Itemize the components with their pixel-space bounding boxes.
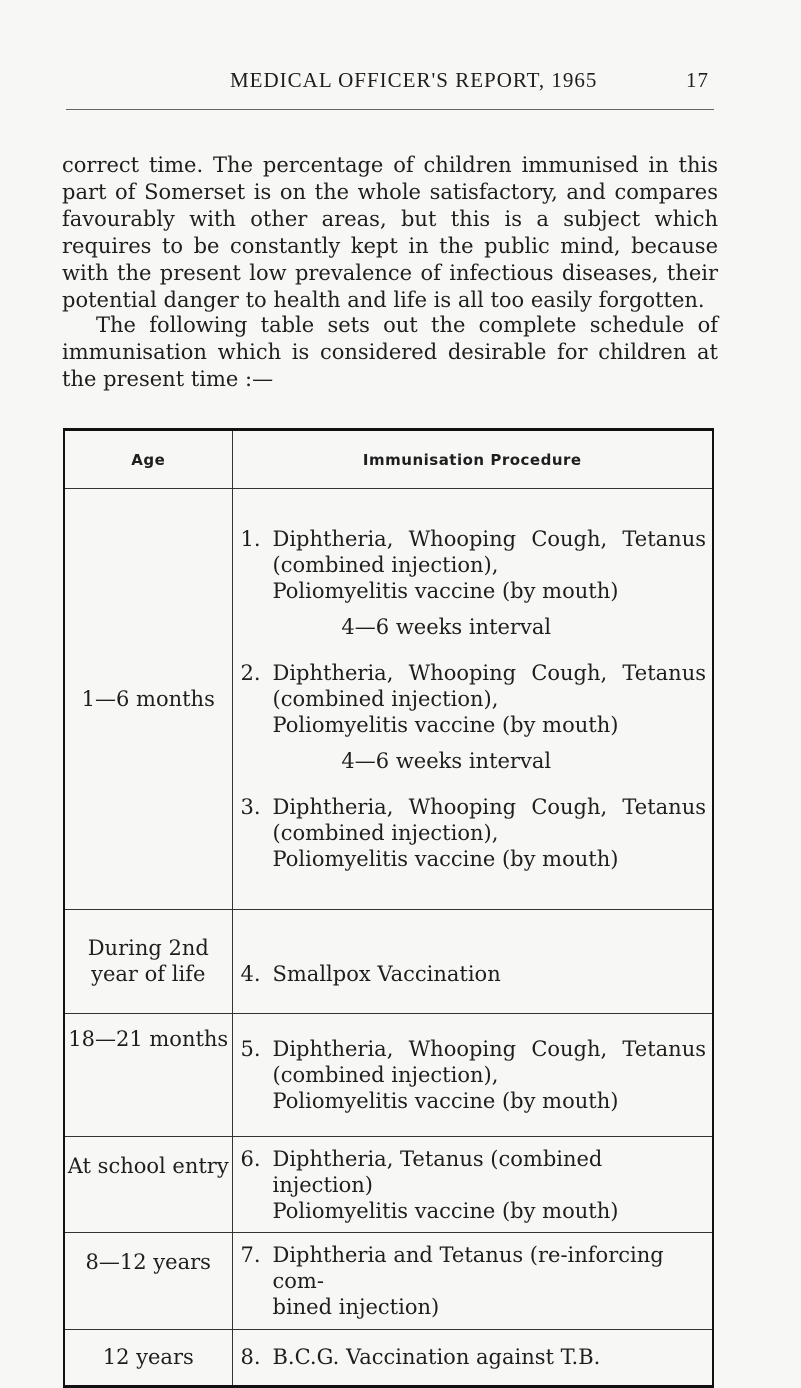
header-rule [66,109,714,110]
procedure-cell [232,489,713,909]
column-header-age: Age [64,430,232,489]
paragraph-1: correct time. The percentage of children immunised in this part of Somerset is on the whole satisfactory, and compares favourably with other areas, but this is a subject which requires to be constantly kept in the public mind, because with the present low prevalence of infectious diseases, their potential danger to health and life is all too easily forgotten. [62,153,718,312]
procedure-cell: 8. B.C.G. Vaccination against T.B. [232,1329,713,1386]
paragraph-2: The following table sets out the complete schedule of immunisation which is considered desirable for children at the present time :— [62,313,718,391]
procedure-item-1: 1. Diphtheria, Whooping Cough, Tetanus (combined injection), Poliomyelitis vaccine (by mouth) [240,526,706,603]
procedure-cell: 5. Diphtheria, Whooping Cough, Tetanus (combined injection), Poliomyelitis vaccine (by mouth) [232,1014,713,1137]
age-cell: 18—21 months [64,1014,232,1137]
procedure-cell: 6. Diphtheria, Tetanus (combined injection) Poliomyelitis vaccine (by mouth) [232,1136,713,1232]
table-row [64,489,713,909]
table-row [64,909,713,1014]
procedure-item-3: 3. Diphtheria, Whooping Cough, Tetanus (combined injection), Poliomyelitis vaccine (by mouth) [240,794,706,871]
immunisation-schedule-table [63,428,714,1388]
procedure-cell: 4. Smallpox Vaccination [232,909,713,1014]
table-row [64,1014,713,1137]
age-cell: 1—6 months [64,489,232,909]
table-row [64,1233,713,1329]
age-cell: 8—12 years [64,1233,232,1329]
table-row [64,1329,713,1386]
age-cell: At school entry [64,1136,232,1232]
report-title: MEDICAL OFFICER'S REPORT, 1965 [230,68,598,92]
interval-note: 4—6 weeks interval [341,614,552,639]
table-header-row [64,430,713,489]
procedure-cell: 7. Diphtheria and Tetanus (re-inforcing com- bined injection) [232,1233,713,1329]
table-row [64,1136,713,1232]
page-number: 17 [686,68,709,92]
age-cell: During 2nd year of life [64,909,232,1014]
age-cell: 12 years [64,1329,232,1386]
procedure-item-2: 2. Diphtheria, Whooping Cough, Tetanus (combined injection), Poliomyelitis vaccine (by mouth) [240,660,706,737]
column-header-procedure: Immunisation Procedure [232,430,713,489]
interval-note: 4—6 weeks interval [341,748,552,773]
